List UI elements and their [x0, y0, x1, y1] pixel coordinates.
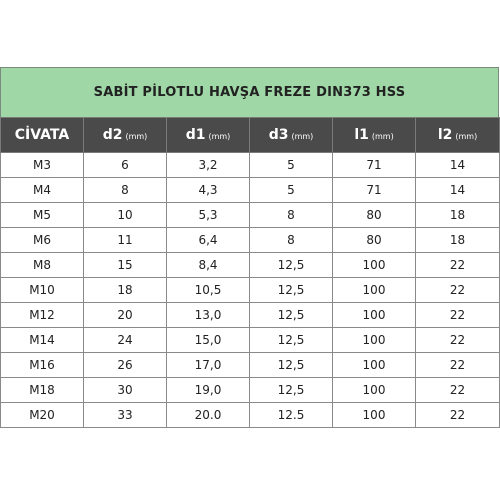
table-row [1, 203, 500, 228]
cell-d2: 15 [84, 253, 167, 278]
cell-d1: 10,5 [167, 278, 250, 303]
cell-d1: 4,3 [167, 178, 250, 203]
header-d2: d2 (mm) [84, 118, 167, 153]
cell-civata: M14 [1, 328, 84, 353]
cell-d3: 5 [250, 153, 333, 178]
spec-sheet [0, 67, 499, 428]
table-row [1, 253, 500, 278]
spec-table [0, 117, 500, 428]
cell-l2: 22 [416, 378, 500, 403]
cell-d2: 8 [84, 178, 167, 203]
cell-d2: 10 [84, 203, 167, 228]
cell-l1: 100 [333, 403, 416, 428]
cell-d1: 20.0 [167, 403, 250, 428]
cell-l2: 22 [416, 328, 500, 353]
cell-d2: 6 [84, 153, 167, 178]
cell-l1: 71 [333, 178, 416, 203]
cell-d1: 15,0 [167, 328, 250, 353]
cell-d3: 12.5 [250, 403, 333, 428]
cell-civata: M4 [1, 178, 84, 203]
cell-d1: 8,4 [167, 253, 250, 278]
cell-d2: 20 [84, 303, 167, 328]
table-row [1, 328, 500, 353]
cell-d1: 6,4 [167, 228, 250, 253]
cell-civata: M18 [1, 378, 84, 403]
cell-civata: M12 [1, 303, 84, 328]
cell-civata: M6 [1, 228, 84, 253]
cell-l2: 18 [416, 203, 500, 228]
cell-d3: 12,5 [250, 353, 333, 378]
cell-d1: 5,3 [167, 203, 250, 228]
cell-d1: 19,0 [167, 378, 250, 403]
cell-d3: 5 [250, 178, 333, 203]
cell-d2: 18 [84, 278, 167, 303]
cell-l2: 22 [416, 278, 500, 303]
header-d1: d1 (mm) [167, 118, 250, 153]
cell-d2: 24 [84, 328, 167, 353]
cell-d1: 13,0 [167, 303, 250, 328]
table-row [1, 353, 500, 378]
cell-civata: M10 [1, 278, 84, 303]
cell-d3: 8 [250, 228, 333, 253]
cell-d1: 3,2 [167, 153, 250, 178]
cell-d3: 12,5 [250, 303, 333, 328]
cell-d3: 8 [250, 203, 333, 228]
header-l1: l1 (mm) [333, 118, 416, 153]
cell-d2: 33 [84, 403, 167, 428]
cell-civata: M20 [1, 403, 84, 428]
cell-l1: 80 [333, 203, 416, 228]
cell-d2: 30 [84, 378, 167, 403]
cell-l1: 100 [333, 278, 416, 303]
header-d3: d3 (mm) [250, 118, 333, 153]
page-title: SABİT PİLOTLU HAVŞA FREZE DIN373 HSS [93, 85, 406, 100]
cell-l2: 22 [416, 353, 500, 378]
cell-civata: M16 [1, 353, 84, 378]
cell-l1: 100 [333, 303, 416, 328]
table-row [1, 278, 500, 303]
table-row [1, 178, 500, 203]
title-bar [0, 67, 499, 117]
cell-l1: 100 [333, 253, 416, 278]
cell-l1: 100 [333, 378, 416, 403]
cell-d3: 12,5 [250, 378, 333, 403]
cell-d3: 12,5 [250, 253, 333, 278]
cell-civata: M8 [1, 253, 84, 278]
cell-l2: 14 [416, 178, 500, 203]
cell-l1: 80 [333, 228, 416, 253]
cell-l2: 18 [416, 228, 500, 253]
cell-d2: 11 [84, 228, 167, 253]
cell-civata: M5 [1, 203, 84, 228]
cell-l1: 100 [333, 353, 416, 378]
header-row [1, 118, 500, 153]
cell-civata: M3 [1, 153, 84, 178]
table-row [1, 228, 500, 253]
cell-d3: 12,5 [250, 278, 333, 303]
header-civata: CİVATA [1, 118, 84, 153]
table-row [1, 303, 500, 328]
table-row [1, 378, 500, 403]
header-l2: l2 (mm) [416, 118, 500, 153]
cell-d2: 26 [84, 353, 167, 378]
cell-l2: 22 [416, 253, 500, 278]
cell-l1: 71 [333, 153, 416, 178]
cell-d1: 17,0 [167, 353, 250, 378]
cell-l1: 100 [333, 328, 416, 353]
cell-l2: 22 [416, 403, 500, 428]
cell-l2: 22 [416, 303, 500, 328]
table-row [1, 403, 500, 428]
cell-l2: 14 [416, 153, 500, 178]
table-row [1, 153, 500, 178]
cell-d3: 12,5 [250, 328, 333, 353]
